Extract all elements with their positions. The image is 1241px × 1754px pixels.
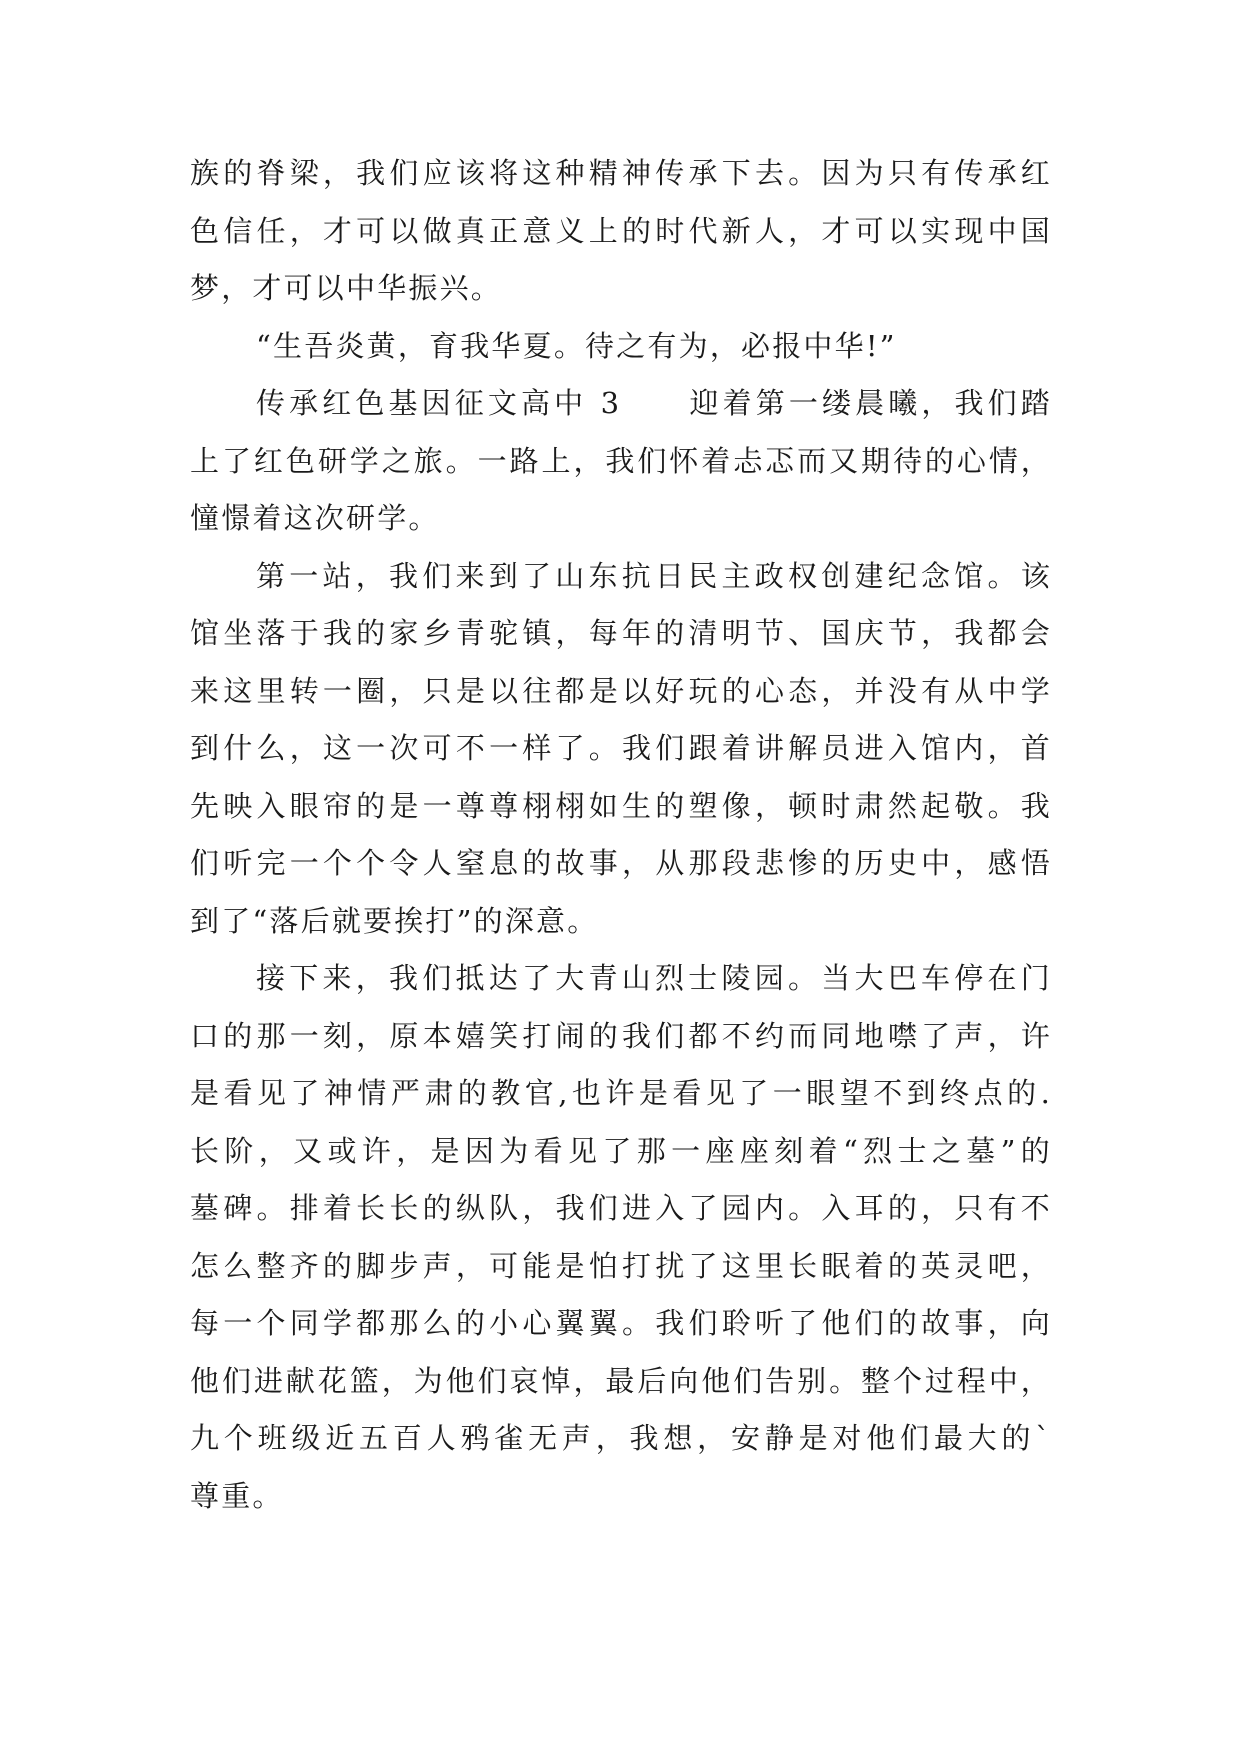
- text-line: 尊重。: [190, 1478, 284, 1513]
- text-line: 梦，才可以中华振兴。: [190, 271, 503, 305]
- text-line: 到了“落后就要挨打”的深意。: [190, 903, 599, 938]
- text-line: 族的脊梁，我们应该将这种精神传承下去。因为只有传承红: [190, 156, 1052, 190]
- text-line: 墓碑。排着长长的纵队，我们进入了园内。入耳的，只有不: [190, 1191, 1052, 1225]
- text-line: 长阶，又或许，是因为看见了那一座座刻着“烈士之墓”的: [190, 1133, 1052, 1168]
- section-heading-line: 传承红色基因征文高中 3 迎着第一缕晨曦，我们踏: [256, 386, 1052, 420]
- text-line: 第一站，我们来到了山东抗日民主政权创建纪念馆。该: [256, 558, 1052, 593]
- text-line: 九个班级近五百人鸦雀无声，我想，安静是对他们最大的`: [190, 1421, 1052, 1455]
- text-line: 接下来，我们抵达了大青山烈士陵园。当大巴车停在门: [256, 961, 1052, 995]
- text-line: 每一个同学都那么的小心翼翼。我们聆听了他们的故事，向: [190, 1306, 1052, 1340]
- text-line: 先映入眼帘的是一尊尊栩栩如生的塑像，顿时肃然起敬。我: [190, 788, 1052, 823]
- essay-body: [190, 145, 1052, 1525]
- text-line: 馆坐落于我的家乡青驼镇，每年的清明节、国庆节，我都会: [190, 616, 1052, 650]
- text-line: 来这里转一圈，只是以往都是以好玩的心态，并没有从中学: [190, 673, 1052, 708]
- text-line: 他们进献花篮，为他们哀悼，最后向他们告别。整个过程中，: [190, 1363, 1052, 1398]
- text-line: 们听完一个个令人窒息的故事，从那段悲惨的历史中，感悟: [190, 846, 1052, 880]
- text-line: 是看见了神情严肃的教官,也许是看见了一眼望不到终点的.: [190, 1076, 1052, 1110]
- text-line: 到什么，这一次可不一样了。我们跟着讲解员进入馆内，首: [190, 731, 1052, 765]
- text-line: 憧憬着这次研学。: [190, 501, 440, 535]
- quote-line: “生吾炎黄，育我华夏。待之有为，必报中华!”: [256, 328, 897, 363]
- text-line: 怎么整齐的脚步声，可能是怕打扰了这里长眠着的英灵吧，: [190, 1248, 1052, 1283]
- text-line: 上了红色研学之旅。一路上，我们怀着忐忑而又期待的心情，: [190, 443, 1052, 478]
- text-line: 口的那一刻，原本嬉笑打闹的我们都不约而同地噤了声，许: [190, 1018, 1052, 1053]
- text-line: 色信任，才可以做真正意义上的时代新人，才可以实现中国: [190, 213, 1052, 248]
